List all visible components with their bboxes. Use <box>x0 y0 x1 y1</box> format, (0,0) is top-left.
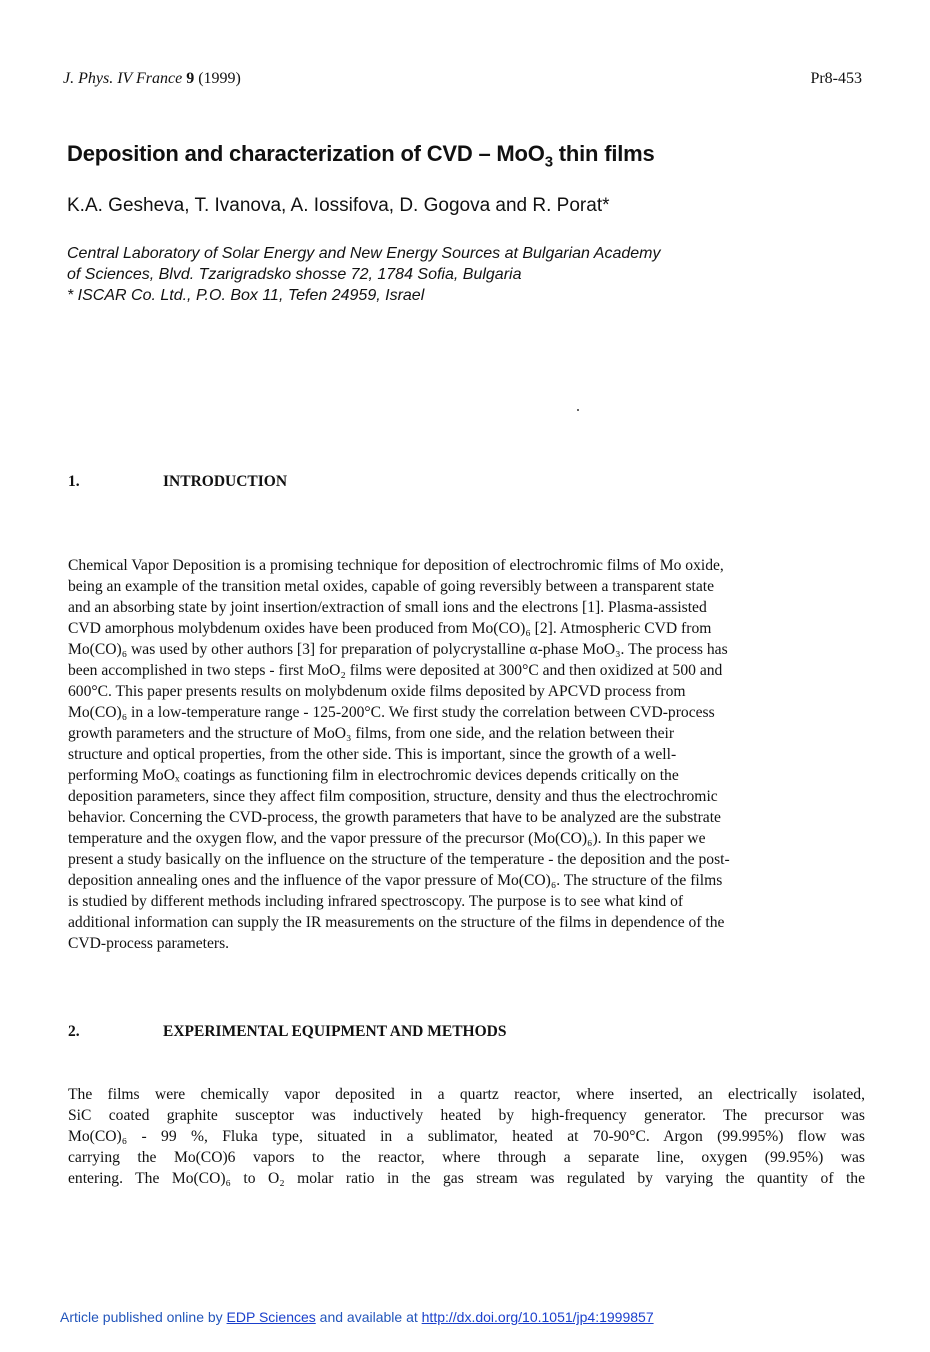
footer-prefix: Article published online by <box>60 1309 227 1325</box>
section-heading: INTRODUCTION <box>163 473 288 490</box>
publication-footer <box>60 1309 654 1325</box>
journal-year: (1999) <box>198 70 241 87</box>
footer-middle: and available at <box>315 1309 422 1325</box>
text-line: entering. The Mo(CO)₆ to O₂ molar ratio in the gas stream was regulated by varying the quantity of the <box>68 1170 865 1187</box>
page-number: Pr8-453 <box>810 70 862 87</box>
text-line: structure and optical properties, from the other side. This is important, since the growth of a well- <box>68 746 677 763</box>
scan-speck <box>577 409 579 411</box>
text-line: Mo(CO)₆ in a low-temperature range - 125-200°C. We first study the correlation between CVD-process <box>68 704 715 721</box>
text-line: SiC coated graphite susceptor was inductively heated by high-frequency generator. The precursor was <box>68 1107 865 1124</box>
journal-citation <box>63 70 241 88</box>
section-heading: EXPERIMENTAL EQUIPMENT AND METHODS <box>163 1023 507 1040</box>
text-line: Mo(CO)₆ was used by other authors [3] for preparation of polycrystalline α-phase MoO₃. The process has <box>68 641 728 658</box>
text-line: present a study basically on the influence on the structure of the temperature - the deposition and the post- <box>68 851 730 868</box>
text-line: deposition annealing ones and the influence of the vapor pressure of Mo(CO)₆. The structure of the films <box>68 872 723 889</box>
publisher-link[interactable]: EDP Sciences <box>226 1309 316 1325</box>
methods-paragraph <box>68 1084 865 1189</box>
text-line: being an example of the transition metal oxides, capable of going reversibly between a transparent state <box>68 578 715 595</box>
journal-name: J. Phys. IV France <box>63 70 183 87</box>
text-line: carrying the Mo(CO)6 vapors to the reactor, where through a separate line, oxygen (99.95%) was <box>68 1149 865 1166</box>
title-main: Deposition and characterization of CVD – MoO <box>67 141 545 166</box>
author-list: K.A. Gesheva, T. Ivanova, A. Iossifova, D. Gogova and R. Porat* <box>67 195 610 216</box>
text-line: additional information can supply the IR measurements on the structure of the films in dependence of the <box>68 914 725 931</box>
journal-volume: 9 <box>186 70 195 87</box>
section-number: 1. <box>68 473 80 490</box>
text-line: CVD-process parameters. <box>68 935 230 952</box>
text-line: temperature and the oxygen flow, and the vapor pressure of the precursor (Mo(CO)₆). In this paper we <box>68 830 706 847</box>
text-line: is studied by different methods including infrared spectroscopy. The purpose is to see what kind of <box>68 893 684 910</box>
text-line: growth parameters and the structure of MoO₃ films, from one side, and the relation between their <box>68 725 675 742</box>
text-line: behavior. Concerning the CVD-process, the growth parameters that have to be analyzed are the substrate <box>68 809 721 826</box>
title-subscript: 3 <box>544 153 553 171</box>
doi-link[interactable]: http://dx.doi.org/10.1051/jp4:1999857 <box>421 1309 654 1325</box>
text-line: Mo(CO)₆ - 99 %, Fluka type, situated in a sublimator, heated at 70-90°C. Argon (99.995%) flow was <box>68 1128 865 1145</box>
affiliation-line: * ISCAR Co. Ltd., P.O. Box 11, Tefen 24959, Israel <box>67 287 425 304</box>
text-line: performing MoOₓ coatings as functioning film in electrochromic devices depends critically on the <box>68 767 679 784</box>
paper-title <box>67 141 655 170</box>
text-line: CVD amorphous molybdenum oxides have been produced from Mo(CO)₆ [2]. Atmospheric CVD from <box>68 620 712 637</box>
affiliation-line: Central Laboratory of Solar Energy and New Energy Sources at Bulgarian Academy <box>67 245 661 262</box>
text-line: The films were chemically vapor deposited in a quartz reactor, where inserted, an electrically isolated, <box>68 1086 865 1103</box>
text-line: and an absorbing state by joint insertion/extraction of small ions and the electrons [1]. Plasma-assisted <box>68 599 707 616</box>
text-line: deposition parameters, since they affect film composition, structure, density and thus the electrochromic <box>68 788 718 805</box>
text-line: Chemical Vapor Deposition is a promising technique for deposition of electrochromic films of Mo oxide, <box>68 557 724 574</box>
text-line: been accomplished in two steps - first MoO₂ films were deposited at 300°C and then oxidized at 500 and <box>68 662 723 679</box>
title-end: thin films <box>552 141 655 166</box>
affiliation-line: of Sciences, Blvd. Tzarigradsko shosse 72, 1784 Sofia, Bulgaria <box>67 266 522 283</box>
text-line: 600°C. This paper presents results on molybdenum oxide films deposited by APCVD process from <box>68 683 686 700</box>
section-number: 2. <box>68 1023 80 1040</box>
intro-paragraph <box>68 555 865 954</box>
